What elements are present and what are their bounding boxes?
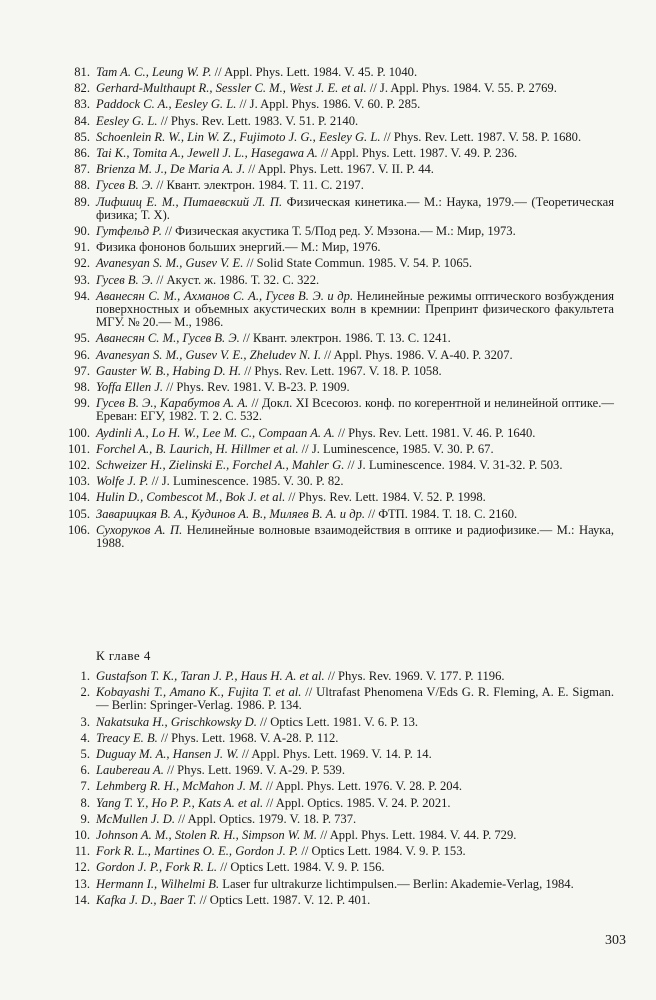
reference-item	[0, 179, 656, 192]
reference-source: Нелинейные режимы оптического возбуждения поверхностных и объемных акустических волн в кремнии: Препринт физического факультета МГУ. № 20.— М., 1986.	[96, 288, 614, 330]
reference-authors: Forchel A., B. Laurich, H. Hillmer et al.	[96, 441, 299, 456]
reference-number: 10.	[74, 828, 90, 843]
reference-source: // Optics Lett. 1981. V. 6. P. 13.	[256, 714, 419, 729]
reference-item	[0, 131, 656, 144]
reference-number: 93.	[74, 272, 90, 287]
reference-source: // Optics Lett. 1984. V. 9. P. 156.	[217, 860, 385, 875]
reference-item	[0, 475, 656, 488]
reference-source: // Appl. Phys. Lett. 1967. V. II. P. 44.	[245, 162, 434, 177]
reference-number: 2.	[80, 685, 90, 700]
reference-authors: Treacy E. B.	[96, 730, 158, 745]
reference-source: // J. Luminescence, 1985. V. 30. P. 67.	[298, 441, 494, 456]
reference-source: // ФТП. 1984. Т. 18. С. 2160.	[365, 506, 518, 521]
reference-number: 6.	[80, 763, 90, 778]
reference-number: 97.	[74, 363, 90, 378]
reference-authors: Avanesyan S. M., Gusev V. E., Zheludev N. I.	[96, 347, 322, 362]
reference-number: 81.	[74, 65, 90, 79]
reference-authors: Gauster W. B., Habing D. H.	[96, 363, 242, 378]
reference-item	[0, 332, 656, 345]
reference-item	[0, 508, 656, 521]
reference-item	[0, 115, 656, 128]
reference-item	[0, 196, 656, 222]
reference-number: 87.	[74, 162, 90, 177]
page-number: 303	[605, 933, 626, 948]
reference-source: // Докл. XI Всесоюз. конф. по когерентной и нелинейной оптике.— Ереван: ЕГУ, 1982. Т. 2. С. 532.	[96, 396, 614, 424]
reference-number: 88.	[74, 178, 90, 193]
reference-number: 12.	[74, 860, 90, 875]
reference-item	[0, 257, 656, 270]
reference-source: // Appl. Phys. 1986. V. A-40. P. 3207.	[321, 347, 513, 362]
reference-authors: Гутфельд Р.	[96, 224, 162, 239]
reference-item	[0, 894, 656, 907]
reference-source: // Акуст. ж. 1986. Т. 32. С. 322.	[153, 272, 320, 287]
reference-item	[0, 764, 656, 777]
reference-number: 90.	[74, 224, 90, 239]
reference-number: 85.	[74, 129, 90, 144]
reference-authors: Brienza M. J., De Maria A. J.	[96, 162, 246, 177]
reference-item	[0, 397, 656, 423]
reference-item	[0, 813, 656, 826]
reference-authors: Johnson A. M., Stolen R. H., Simpson W. M.	[96, 828, 318, 843]
reference-source: // Optics Lett. 1987. V. 12. P. 401.	[196, 892, 371, 907]
reference-number: 1.	[80, 669, 90, 683]
reference-number: 11.	[74, 844, 90, 859]
reference-authors: Tam A. C., Leung W. P.	[96, 65, 212, 79]
reference-item	[0, 365, 656, 378]
reference-number: 7.	[80, 779, 90, 794]
reference-authors: Yoffa Ellen J.	[96, 380, 164, 395]
reference-authors: Laubereau A.	[96, 763, 164, 778]
reference-item	[0, 443, 656, 456]
reference-number: 82.	[74, 81, 90, 96]
reference-item	[0, 686, 656, 712]
reference-number: 8.	[80, 795, 90, 810]
reference-authors: Eesley G. L.	[96, 113, 158, 128]
reference-item	[0, 670, 656, 683]
reference-source: // Appl. Phys. Lett. 1969. V. 14. P. 14.	[238, 747, 432, 762]
reference-number: 89.	[74, 194, 90, 209]
reference-source: // Phys. Rev. Lett. 1983. V. 51. P. 2140.	[157, 113, 359, 128]
reference-source: // Appl. Phys. Lett. 1976. V. 28. P. 204.	[262, 779, 463, 794]
reference-item	[0, 732, 656, 745]
reference-list-chapter-3	[0, 66, 656, 553]
reference-authors: Гусев В. Э.	[96, 178, 154, 193]
reference-item	[0, 780, 656, 793]
reference-item	[0, 459, 656, 472]
reference-source: // Phys. Rev. Lett. 1987. V. 58. P. 1680.	[380, 129, 582, 144]
reference-authors: Wolfe J. P.	[96, 474, 149, 489]
reference-authors: Paddock C. A., Eesley G. L.	[96, 97, 237, 112]
reference-source: Нелинейные волновые взаимодействия в оптике и радиофизике.— М.: Наука, 1988.	[96, 522, 614, 551]
reference-authors: Аванесян С. М., Ахманов С. А., Гусев В. Э. и др.	[96, 288, 354, 303]
reference-authors: Лифшиц Е. М., Питаевский Л. П.	[96, 194, 283, 209]
reference-item	[0, 524, 656, 550]
reference-number: 84.	[74, 113, 90, 128]
reference-authors: Hulin D., Combescot M., Bok J. et al.	[96, 490, 286, 505]
reference-item	[0, 878, 656, 891]
reference-authors: Kobayashi T., Amano K., Fujita T. et al.	[96, 685, 302, 700]
reference-number: 95.	[74, 331, 90, 346]
reference-item	[0, 241, 656, 254]
reference-number: 83.	[74, 97, 90, 112]
reference-source: // Appl. Phys. Lett. 1984. V. 45. P. 1040.	[211, 65, 418, 79]
reference-source: // Ultrafast Phenomena V/Eds G. R. Fleming, A. E. Sigman.— Berlin: Springer-Verlag. 1986. P. 134.	[96, 685, 614, 713]
reference-number: 106.	[67, 522, 90, 537]
reference-source: // Solid State Commun. 1985. V. 54. P. 1065.	[243, 256, 473, 271]
reference-item	[0, 716, 656, 729]
reference-source: // J. Appl. Phys. 1984. V. 55. P. 2769.	[366, 81, 557, 96]
reference-number: 99.	[74, 396, 90, 411]
reference-number: 3.	[80, 714, 90, 729]
reference-item	[0, 427, 656, 440]
reference-source: // Phys. Lett. 1968. V. A-28. P. 112.	[157, 730, 339, 745]
reference-item	[0, 491, 656, 504]
reference-authors: Заварицкая В. А., Кудинов А. В., Миляев В. А. и др.	[96, 506, 366, 521]
section-title: К главе 4	[96, 648, 151, 663]
reference-authors: Гусев В. Э., Карабутов А. А.	[96, 396, 249, 411]
reference-item	[0, 66, 656, 79]
reference-item	[0, 82, 656, 95]
reference-number: 4.	[80, 730, 90, 745]
reference-item	[0, 290, 656, 330]
reference-item	[0, 381, 656, 394]
reference-authors: Aydinli A., Lo H. W., Lee M. C., Compaan A. A.	[96, 425, 335, 440]
reference-authors: Duguay M. A., Hansen J. W.	[96, 747, 239, 762]
reference-authors: Schoenlein R. W., Lin W. Z., Fujimoto J. G., Eesley G. L.	[96, 129, 381, 144]
reference-item	[0, 861, 656, 874]
reference-authors: Hermann I., Wilhelmi B.	[96, 876, 220, 891]
reference-number: 94.	[74, 288, 90, 303]
reference-source: // Физическая акустика Т. 5/Под ред. У. Мэзона.— М.: Мир, 1973.	[161, 224, 516, 239]
reference-authors: McMullen J. D.	[96, 811, 176, 826]
reference-number: 104.	[67, 490, 90, 505]
reference-authors: Yang T. Y., Ho P. P., Kats A. et al.	[96, 795, 264, 810]
reference-number: 98.	[74, 380, 90, 395]
reference-number: 91.	[74, 240, 90, 255]
reference-item	[0, 147, 656, 160]
reference-source: // J. Luminescence. 1984. V. 31-32. P. 503.	[344, 458, 563, 473]
reference-list-chapter-4	[0, 670, 656, 910]
reference-source: // J. Appl. Phys. 1986. V. 60. P. 285.	[236, 97, 421, 112]
reference-source: Физика фононов больших энергий.— М.: Мир, 1976.	[96, 240, 381, 255]
reference-authors: Schweizer H., Zielinski E., Forchel A., Mahler G.	[96, 458, 345, 473]
reference-source: // J. Luminescence. 1985. V. 30. P. 82.	[148, 474, 344, 489]
reference-authors: Avanesyan S. M., Gusev V. E.	[96, 256, 244, 271]
reference-source: // Appl. Phys. Lett. 1987. V. 49. P. 236.	[317, 146, 518, 161]
reference-source: // Phys. Rev. Lett. 1967. V. 18. P. 1058.	[241, 363, 442, 378]
reference-number: 100.	[67, 425, 90, 440]
reference-source: Физическая кинетика.— М.: Наука, 1979.— (Теоретическая физика; Т. X).	[96, 194, 614, 222]
reference-item	[0, 98, 656, 111]
reference-source: // Optics Lett. 1984. V. 9. P. 153.	[298, 844, 466, 859]
reference-authors: Kafka J. D., Baer T.	[96, 892, 197, 907]
reference-number: 13.	[74, 876, 90, 891]
reference-number: 101.	[67, 441, 90, 456]
reference-source: // Phys. Lett. 1969. V. A-29. P. 539.	[163, 763, 345, 778]
reference-source: // Phys. Rev. Lett. 1981. V. 46. P. 1640.	[334, 425, 536, 440]
reference-authors: Gerhard-Multhaupt R., Sessler C. M., West J. E. et al.	[96, 81, 367, 96]
reference-source: // Appl. Optics. 1979. V. 18. P. 737.	[175, 811, 357, 826]
reference-authors: Gustafson T. K., Taran J. P., Haus H. A. et al.	[96, 669, 325, 683]
reference-authors: Гусев В. Э.	[96, 272, 154, 287]
reference-number: 103.	[67, 474, 90, 489]
reference-source: // Phys. Rev. 1969. V. 177. P. 1196.	[324, 669, 505, 683]
reference-number: 86.	[74, 146, 90, 161]
reference-authors: Lehmberg R. H., McMahon J. M.	[96, 779, 263, 794]
reference-source: Laser fur ultrakurze lichtimpulsen.— Berlin: Akademie-Verlag, 1984.	[219, 876, 574, 891]
reference-authors: Fork R. L., Martines O. E., Gordon J. P.	[96, 844, 299, 859]
reference-number: 9.	[80, 811, 90, 826]
reference-source: // Phys. Rev. 1981. V. B-23. P. 1909.	[163, 380, 350, 395]
reference-authors: Сухоруков А. П.	[96, 522, 183, 537]
reference-number: 92.	[74, 256, 90, 271]
reference-source: // Appl. Optics. 1985. V. 24. P. 2021.	[263, 795, 451, 810]
reference-source: // Квант. электрон. 1984. Т. 11. С. 2197.	[153, 178, 364, 193]
reference-source: // Phys. Rev. Lett. 1984. V. 52. P. 1998.	[285, 490, 486, 505]
reference-source: // Квант. электрон. 1986. Т. 13. С. 1241.	[239, 331, 451, 346]
reference-item	[0, 797, 656, 810]
reference-authors: Tai K., Tomita A., Jewell J. L., Hasegawa A.	[96, 146, 318, 161]
reference-item	[0, 829, 656, 842]
reference-item	[0, 845, 656, 858]
reference-number: 96.	[74, 347, 90, 362]
reference-authors: Аванесян С. М., Гусев В. Э.	[96, 331, 240, 346]
reference-item	[0, 274, 656, 287]
reference-number: 14.	[74, 892, 90, 907]
reference-item	[0, 163, 656, 176]
reference-item	[0, 225, 656, 238]
reference-authors: Nakatsuka H., Grischkowsky D.	[96, 714, 257, 729]
reference-number: 105.	[67, 506, 90, 521]
reference-item	[0, 349, 656, 362]
reference-item	[0, 748, 656, 761]
reference-number: 102.	[67, 458, 90, 473]
reference-source: // Appl. Phys. Lett. 1984. V. 44. P. 729.	[317, 828, 517, 843]
reference-number: 5.	[80, 747, 90, 762]
reference-authors: Gordon J. P., Fork R. L.	[96, 860, 218, 875]
